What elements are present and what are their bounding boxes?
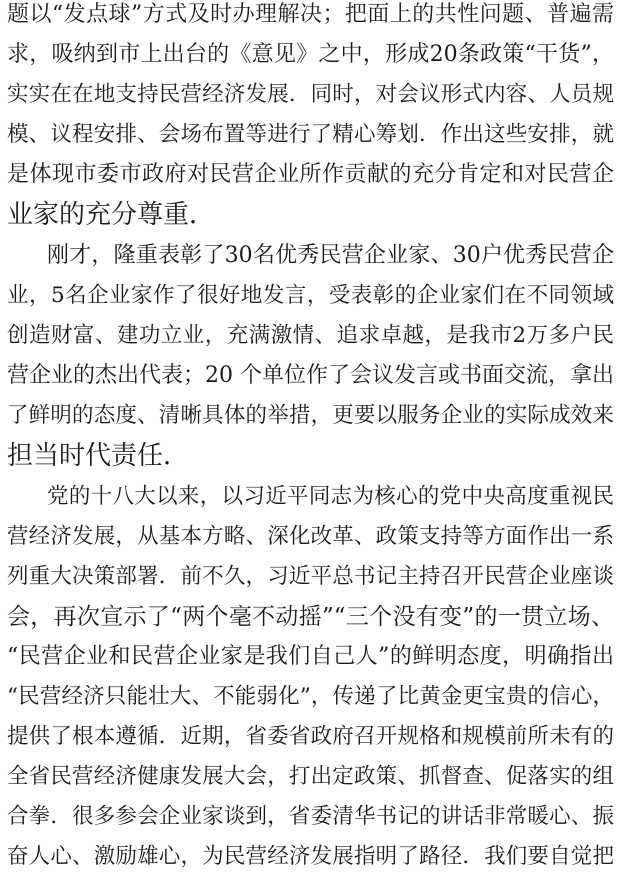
text-line-3: 实实在在地支持民营经济发展．同时，对会议形式内容、人员规 [7,82,614,107]
text-line-11: 了鲜明的态度、清晰具体的举措，更要以服务企业的实际成效来 [7,403,614,428]
text-line-4: 模、议程安排、会场布置等进行了精心筹划．作出这些安排，就 [7,122,614,147]
text-line-2: 求，吸纳到市上出台的《意见》之中，形成20条政策“干货”， [7,42,614,67]
text-line-6: 业家的充分尊重． [7,200,216,230]
text-line-21: 合拳．很多参会企业家谈到，省委清华书记的讲话非常暖心、振 [7,804,614,829]
text-line-16: 会，再次宣示了“两个毫不动摇”“三个没有变”的一贯立场、 [7,604,614,630]
text-line-9: 创造财富、建功立业，充满激情、追求卓越，是我市2万多户民 [7,323,614,348]
text-line-12: 担当时代责任． [7,441,190,471]
text-line-5: 是体现市委市政府对民营企业所作贡献的充分肯定和对民营企 [7,162,614,187]
text-line-19: 提供了根本遵循．近期，省委省政府召开规格和规模前所未有的 [7,724,614,749]
text-line-10: 营企业的杰出代表；20 个单位作了会议发言或书面交流，拿出 [7,363,614,388]
text-line-14: 营经济发展，从基本方略、深化改革、政策支持等方面作出一系 [7,524,614,549]
text-line-18: “民营经济只能壮大、不能弱化”，传递了比黄金更宝贵的信心， [7,684,614,709]
text-line-17: “民营企业和民营企业家是我们自己人”的鲜明态度，明确指出 [7,644,614,669]
text-line-20: 全省民营经济健康发展大会，打出定政策、抓督查、促落实的组 [7,764,614,789]
text-line-8: 业，5名企业家作了很好地发言，受表彰的企业家们在不同领域 [7,283,614,308]
text-line-22: 奋人心、激励雄心，为民营经济发展指明了路径．我们要自觉把 [7,844,614,869]
text-line-7: 刚才，隆重表彰了30名优秀民营企业家、30户优秀民营企 [47,243,614,268]
text-line-13: 党的十八大以来，以习近平同志为核心的党中央高度重视民 [47,484,614,509]
text-line-1: 题以“发点球”方式及时办理解决；把面上的共性问题、普遍需 [7,2,614,27]
document-page [7,0,614,891]
text-line-15: 列重大决策部署．前不久，习近平总书记主持召开民营企业座谈 [7,564,614,589]
